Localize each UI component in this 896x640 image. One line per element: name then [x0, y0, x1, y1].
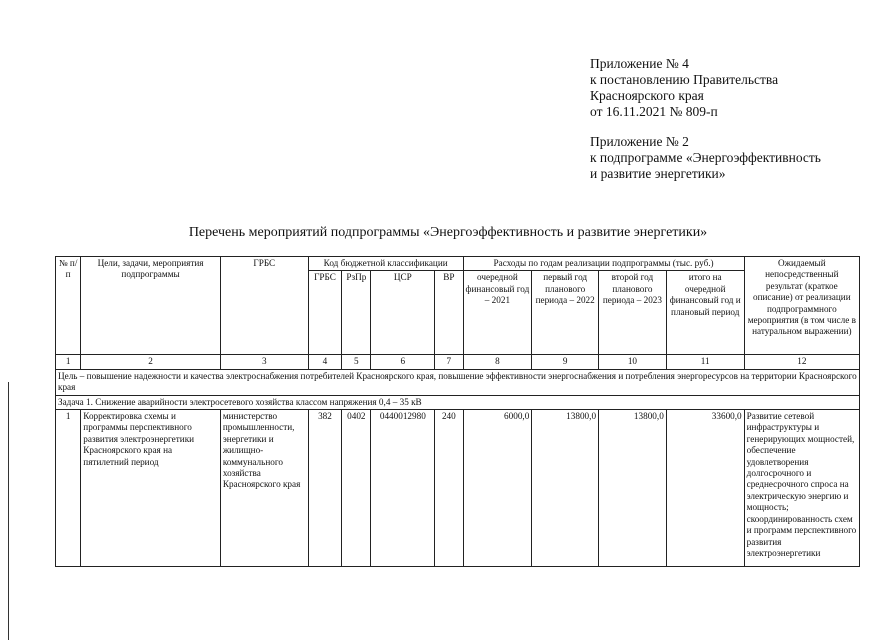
row-rzpr: 0402 — [342, 410, 371, 567]
header-result: Ожидаемый непосредственный результат (краткое описание) от реализации подпрограммного мероприятия (в том числе в натуральном выражении) — [744, 257, 859, 355]
header-num: № п/п — [56, 257, 81, 355]
row-2022: 13800,0 — [532, 410, 599, 567]
column-number: 11 — [666, 355, 744, 369]
column-number: 1 — [56, 355, 81, 369]
row-2023: 13800,0 — [599, 410, 667, 567]
goal-row — [56, 369, 860, 395]
row-csr: 0440012980 — [371, 410, 435, 567]
column-number: 8 — [463, 355, 532, 369]
task-row — [56, 395, 860, 409]
appendix-4-line: к постановлению Правительства — [590, 72, 779, 87]
appendix-2-line: Приложение № 2 — [590, 134, 689, 149]
column-number: 9 — [532, 355, 599, 369]
column-number: 4 — [308, 355, 341, 369]
appendix-4-line: Приложение № 4 — [590, 56, 689, 71]
row-vr: 240 — [435, 410, 463, 567]
table-row — [56, 410, 860, 567]
subheader-total: итого на очередной финансовый год и плановый период — [666, 271, 744, 355]
row-result: Развитие сетевой инфраструктуры и генерирующих мощностей, обеспечение удовлетворения долгосрочного и среднесрочного спроса на электрическую энергию и мощность; скоординированность схем и программ перспективного развития электроэнергетики — [744, 410, 859, 567]
margin-line — [8, 382, 9, 640]
row-grbs-code: 382 — [308, 410, 341, 567]
appendix-4-date: от 16.11.2021 № 809-п — [590, 104, 718, 119]
column-number: 3 — [220, 355, 308, 369]
column-number: 10 — [599, 355, 667, 369]
subheader-2021: очередной финансовый год – 2021 — [463, 271, 532, 355]
column-number: 5 — [342, 355, 371, 369]
row-activity: Корректировка схемы и программы перспективного развития электроэнергетики Красноярского края на пятилетний период — [81, 410, 221, 567]
row-grbs-name: министерство промышленности, энергетики и жилищно-коммунального хозяйства Красноярского края — [220, 410, 308, 567]
appendix-2-line: и развитие энергетики» — [590, 166, 726, 181]
column-number: 2 — [81, 355, 221, 369]
appendix-block — [590, 56, 880, 182]
row-total: 33600,0 — [666, 410, 744, 567]
table-header-row — [56, 257, 860, 271]
header-budget-code: Код бюджетной классификации — [308, 257, 463, 271]
column-number: 12 — [744, 355, 859, 369]
task-text: Задача 1. Снижение аварийности электросетевого хозяйства классом напряжения 0,4 – 35 кВ — [56, 395, 860, 409]
subheader-csr: ЦСР — [371, 271, 435, 355]
goal-text: Цель – повышение надежности и качества электроснабжения потребителей Красноярского края, повышение эффективности энергоснабжения и потребления энергоресурсов на территории Красноярского края — [56, 369, 860, 395]
subheader-rzpr: РзПр — [342, 271, 371, 355]
column-number: 6 — [371, 355, 435, 369]
appendix-2-line: к подпрограмме «Энергоэффективность — [590, 150, 821, 165]
subheader-grbs: ГРБС — [308, 271, 341, 355]
header-grbs: ГРБС — [220, 257, 308, 355]
column-number-row — [56, 355, 860, 369]
header-goals: Цели, задачи, мероприятия подпрограммы — [81, 257, 221, 355]
row-2021: 6000,0 — [463, 410, 532, 567]
header-expenses: Расходы по годам реализации подпрограммы (тыс. руб.) — [463, 257, 744, 271]
appendix-4-line: Красноярского края — [590, 88, 704, 103]
column-number: 7 — [435, 355, 463, 369]
subheader-2022: первый год планового периода – 2022 — [532, 271, 599, 355]
document-title: Перечень мероприятий подпрограммы «Энергоэффективность и развитие энергетики» — [188, 225, 708, 240]
activities-table — [55, 256, 860, 567]
subheader-vr: ВР — [435, 271, 463, 355]
row-num: 1 — [56, 410, 81, 567]
subheader-2023: второй год планового периода – 2023 — [599, 271, 667, 355]
